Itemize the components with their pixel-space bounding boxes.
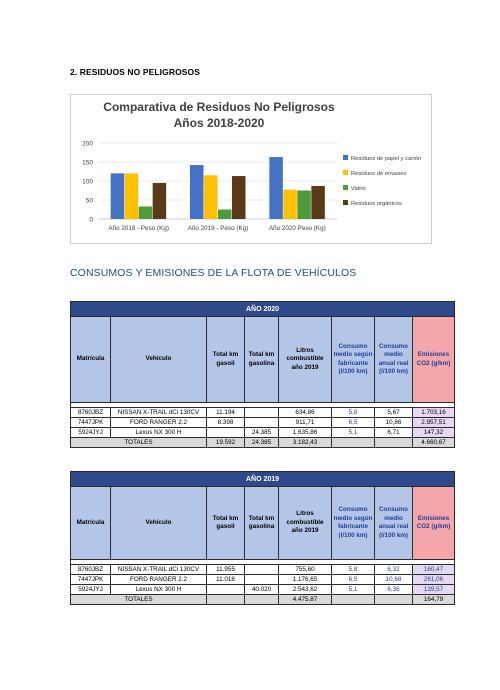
table-row: [71, 585, 455, 595]
totals-label: TOTALES: [71, 595, 207, 605]
x-tick-label: Año 2019 - Peso (Kg): [187, 225, 249, 232]
cell-vehiculo: Lexus NX 300 H: [111, 585, 207, 595]
y-tick-label: 150: [82, 159, 93, 167]
cell-emisiones: 160,47: [413, 565, 455, 575]
cell-consumo-fabricante: 5,8: [332, 565, 375, 575]
cell-litros: 1.635,86: [279, 428, 332, 438]
cell-km-gasolina: [245, 575, 279, 585]
totals-label: TOTALES: [71, 438, 207, 448]
y-tick-label: 50: [85, 197, 93, 205]
bar-3: [232, 176, 246, 219]
fleet-table-2020: [70, 301, 455, 448]
cell-matricula: 5924JYJ: [71, 428, 111, 438]
bar-2: [297, 191, 311, 220]
cell-consumo-real: 5,67: [375, 408, 413, 418]
header-emisiones: Emisiones CO2 (g/km): [413, 317, 455, 403]
cell-consumo-real: 10,86: [375, 418, 413, 428]
cell-km-gasolina: [245, 408, 279, 418]
cell-km-gasoil: 8.398: [207, 418, 245, 428]
bar-2: [218, 210, 232, 220]
cell-consumo-fabricante: 5,1: [332, 428, 375, 438]
cell-km-gasoil: 11.194: [207, 408, 245, 418]
cell-litros: 634,86: [279, 408, 332, 418]
legend-swatch: [343, 200, 348, 205]
cell-emisiones: 261,06: [413, 575, 455, 585]
bar-0: [269, 157, 283, 219]
cell-consumo-fabricante: 5,1: [332, 585, 375, 595]
cell-litros: 2.543,62: [279, 585, 332, 595]
x-tick-label: Año 2018 - Peso (Kg): [108, 225, 169, 232]
legend-swatch: [343, 185, 348, 190]
total-litros: 4.475,87: [279, 595, 332, 605]
y-tick-label: 0: [89, 216, 93, 224]
cell-emisiones: 147,32: [413, 428, 455, 438]
fleet-heading: CONSUMOS Y EMISIONES DE LA FLOTA DE VEHÍCULOS: [70, 267, 357, 279]
total-km-gasoil: [207, 595, 245, 605]
legend-label: Residuos orgánicos: [351, 201, 402, 207]
cell-vehiculo: FORD RANGER 2.2: [111, 418, 207, 428]
table-row: [71, 575, 455, 585]
chart-title: Comparativa de Residuos No Peligrosos: [103, 100, 335, 114]
chart-svg: [71, 95, 431, 243]
cell-consumo-real: 6,32: [375, 565, 413, 575]
bar-0: [190, 165, 204, 219]
cell-consumo-real: 6,36: [375, 585, 413, 595]
bar-0: [111, 173, 125, 219]
fleet-table-2019: [70, 471, 455, 605]
legend-label: Residuos de papel y cartón: [351, 156, 422, 162]
total-km-gasolina: [245, 595, 279, 605]
bar-3: [311, 186, 325, 219]
table-row: [71, 408, 455, 418]
total-empty: [375, 438, 413, 448]
y-tick-label: 100: [82, 178, 93, 186]
waste-chart: [70, 94, 432, 244]
legend-swatch: [343, 170, 348, 175]
cell-litros: 1.176,65: [279, 575, 332, 585]
cell-emisiones: 2.957,51: [413, 418, 455, 428]
bar-2: [139, 206, 153, 219]
header-consumo-real: Consumo medio anual real (l/100 km): [375, 317, 413, 403]
table-row: [71, 565, 455, 575]
table-year-title: AÑO 2019: [71, 472, 455, 487]
header-km-gasoil: Total km gasoil: [207, 487, 245, 560]
cell-vehiculo: Lexus NX 300 H: [111, 428, 207, 438]
cell-matricula: 7447JPK: [71, 575, 111, 585]
cell-km-gasoil: 11.018: [207, 575, 245, 585]
header-vehiculo: Vehículo: [111, 487, 207, 560]
total-emisiones: 164,79: [413, 595, 455, 605]
header-consumo-real: Consumo medio anual real (l/100 km): [375, 487, 413, 560]
bar-1: [125, 173, 139, 219]
cell-consumo-fabricante: 6,5: [332, 575, 375, 585]
cell-vehiculo: FORD RANGER 2.2: [111, 575, 207, 585]
cell-matricula: 5924JYJ: [71, 585, 111, 595]
bar-1: [283, 190, 297, 219]
header-km-gasoil: Total km gasoil: [207, 317, 245, 403]
total-emisiones: 4.660,67: [413, 438, 455, 448]
bar-3: [153, 183, 167, 219]
legend-label: Vidrio: [351, 186, 366, 192]
cell-km-gasoil: [207, 428, 245, 438]
cell-matricula: 8760JBZ: [71, 565, 111, 575]
cell-km-gasolina: [245, 565, 279, 575]
x-tick-label: Año 2020 Peso (Kg): [268, 225, 326, 232]
header-matricula: Matrícula: [71, 487, 111, 560]
totals-row: [71, 438, 455, 448]
legend-swatch: [343, 155, 348, 160]
cell-emisiones: 1.703,16: [413, 408, 455, 418]
header-consumo-fabricante: Consumo medio según fabricante (l/100 km): [332, 487, 375, 560]
total-litros: 3.182,43: [279, 438, 332, 448]
total-km-gasolina: 24.385: [245, 438, 279, 448]
header-emisiones: Emisiones CO2 (g/km): [413, 487, 455, 560]
cell-matricula: 8760JBZ: [71, 408, 111, 418]
cell-vehiculo: NISSAN X-TRAIL dCi 130CV: [111, 408, 207, 418]
cell-consumo-real: 6,71: [375, 428, 413, 438]
cell-consumo-fabricante: 6,5: [332, 418, 375, 428]
legend-label: Residuos de envases: [351, 171, 407, 177]
table-row: [71, 428, 455, 438]
total-empty: [332, 438, 375, 448]
header-km-gasolina: Total km gasolina: [245, 317, 279, 403]
cell-km-gasoil: [207, 585, 245, 595]
total-empty: [332, 595, 375, 605]
cell-litros: 755,60: [279, 565, 332, 575]
totals-row: [71, 595, 455, 605]
cell-km-gasolina: 40.020: [245, 585, 279, 595]
header-consumo-fabricante: Consumo medio según fabricante (l/100 km): [332, 317, 375, 403]
cell-consumo-fabricante: 5,8: [332, 408, 375, 418]
header-litros: Litros combustible año 2019: [279, 487, 332, 560]
cell-litros: 911,71: [279, 418, 332, 428]
cell-km-gasolina: [245, 418, 279, 428]
cell-vehiculo: NISSAN X-TRAIL dCi 130CV: [111, 565, 207, 575]
cell-emisiones: 139,57: [413, 585, 455, 595]
section-title: 2. RESIDUOS NO PELIGROSOS: [70, 67, 201, 77]
table-row: [71, 418, 455, 428]
chart-subtitle: Años 2018-2020: [173, 116, 265, 130]
table-year-title: AÑO 2020: [71, 302, 455, 317]
total-empty: [375, 595, 413, 605]
cell-matricula: 7447JPK: [71, 418, 111, 428]
header-matricula: Matrícula: [71, 317, 111, 403]
y-tick-label: 200: [82, 140, 93, 148]
cell-km-gasolina: 24.385: [245, 428, 279, 438]
header-vehiculo: Vehículo: [111, 317, 207, 403]
header-km-gasolina: Total km gasolina: [245, 487, 279, 560]
cell-km-gasoil: 11.955: [207, 565, 245, 575]
total-km-gasoil: 19.592: [207, 438, 245, 448]
bar-1: [204, 175, 218, 219]
cell-consumo-real: 10,68: [375, 575, 413, 585]
header-litros: Litros combustible año 2019: [279, 317, 332, 403]
